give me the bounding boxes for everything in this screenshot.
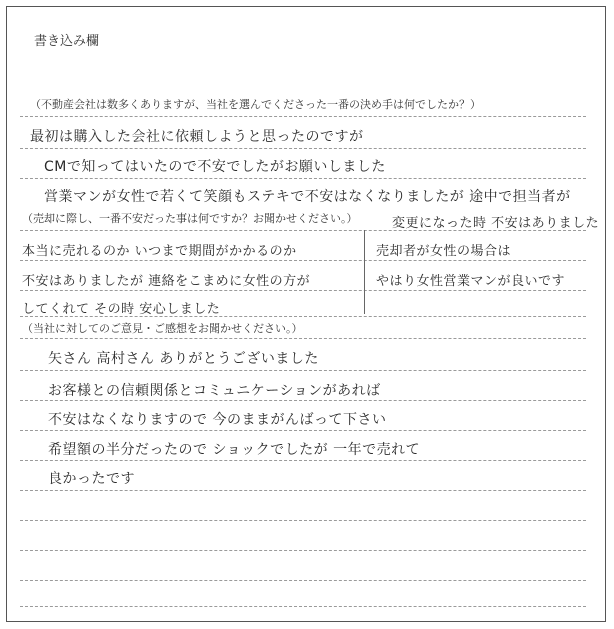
ruled-line [20, 230, 586, 231]
ruled-line [20, 260, 586, 261]
ruled-line [20, 116, 586, 117]
ruled-line [20, 400, 586, 401]
answer-2-right-line-2: やはり女性営業マンが良いです [376, 274, 566, 289]
column-divider [364, 230, 365, 314]
ruled-line [20, 606, 586, 607]
ruled-line [20, 316, 586, 317]
ruled-line [20, 550, 586, 551]
ruled-line [20, 148, 586, 149]
answer-3-line-2: お客様との信頼関係とコミュニケーションがあれば [48, 383, 381, 399]
ruled-line [20, 520, 586, 521]
answer-2-right-line-1: 売却者が女性の場合は [376, 244, 512, 259]
ruled-line [20, 580, 586, 581]
answer-1-line-1: 最初は購入した会社に依頼しようと思ったのですが [30, 129, 364, 145]
answer-3-line-3: 不安はなくなりますので 今のままがんばって下さい [48, 412, 387, 428]
question-2-prompt: （売却に際し、一番不安だった事は何ですか？お聞かせください。） [22, 212, 358, 225]
answer-3-line-1: 矢さん 高村さん ありがとうございました [48, 351, 319, 367]
ruled-line [20, 178, 586, 179]
answer-1-line-2: CMで知ってはいたので不安でしたがお願いしました [44, 159, 386, 175]
answer-2-left-line-1: 本当に売れるのか いつまで期間がかかるのか [22, 244, 297, 259]
question-1-prompt: （不動産会社は数多くありますが、当社を選んでくださった一番の決め手は何でしたか？） [30, 98, 481, 111]
ruled-line [20, 490, 586, 491]
ruled-line [20, 338, 586, 339]
answer-3-line-4: 希望額の半分だったので ショックでしたが 一年で売れて [48, 442, 421, 458]
ruled-line [20, 430, 586, 431]
answer-3-line-5: 良かったです [48, 471, 135, 487]
ruled-line [20, 460, 586, 461]
answer-1-line-3: 営業マンが女性で若くて笑顔もステキで不安はなくなりましたが 途中で担当者が [44, 189, 571, 205]
answer-1-line-4: 変更になった時 不安はありました [392, 216, 600, 231]
question-3-prompt: （当社に対してのご意見・ご感想をお聞かせください。） [22, 322, 303, 335]
ruled-line [20, 290, 586, 291]
ruled-line [20, 370, 586, 371]
answer-2-left-line-3: してくれて その時 安心しました [22, 302, 221, 317]
answer-2-left-line-2: 不安はありましたが 連絡をこまめに女性の方が [22, 274, 311, 289]
form-title: 書き込み欄 [34, 34, 100, 49]
